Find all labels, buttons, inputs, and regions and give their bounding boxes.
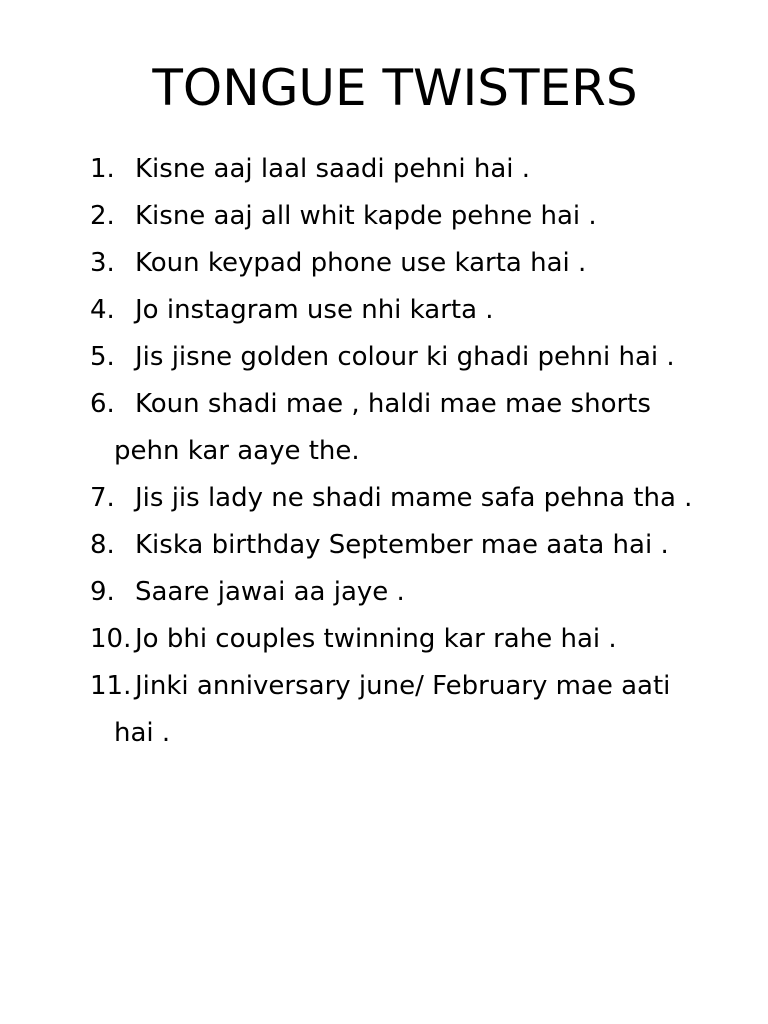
list-item	[90, 663, 750, 757]
list-item-text: Koun shadi mae , haldi mae mae shorts	[135, 389, 651, 419]
page-title: TONGUE TWISTERS	[152, 59, 638, 117]
tongue-twister-list	[90, 146, 750, 757]
list-item-text: Jis jis lady ne shadi mame safa pehna tha .	[135, 483, 693, 513]
list-item-number: 4.	[90, 295, 115, 325]
list-item-text: Koun keypad phone use karta hai .	[135, 248, 587, 278]
list-item	[90, 240, 750, 287]
list-item-number: 10.	[90, 624, 132, 654]
list-item-text: Kiska birthday September mae aata hai .	[135, 530, 669, 560]
list-item-text-continuation: hai .	[114, 718, 171, 748]
list-item-number: 1.	[90, 154, 115, 184]
list-item	[90, 475, 750, 522]
list-item-number: 7.	[90, 483, 115, 513]
list-item	[90, 146, 750, 193]
list-item	[90, 287, 750, 334]
list-item-number: 2.	[90, 201, 115, 231]
list-item	[90, 381, 750, 475]
list-item-text-continuation: pehn kar aaye the.	[114, 436, 360, 466]
list-item	[90, 334, 750, 381]
list-item-text: Jis jisne golden colour ki ghadi pehni hai .	[135, 342, 675, 372]
list-item-text: Jo instagram use nhi karta .	[135, 295, 494, 325]
list-item-number: 8.	[90, 530, 115, 560]
list-item	[90, 616, 750, 663]
list-item-number: 5.	[90, 342, 115, 372]
list-item	[90, 193, 750, 240]
list-item-text: Jinki anniversary june/ February mae aati	[135, 671, 671, 701]
list-item	[90, 522, 750, 569]
list-item	[90, 569, 750, 616]
list-item-number: 11.	[90, 671, 132, 701]
list-item-text: Kisne aaj laal saadi pehni hai .	[135, 154, 531, 184]
list-item-number: 6.	[90, 389, 115, 419]
list-item-text: Jo bhi couples twinning kar rahe hai .	[135, 624, 617, 654]
list-item-text: Kisne aaj all whit kapde pehne hai .	[135, 201, 597, 231]
list-item-text: Saare jawai aa jaye .	[135, 577, 405, 607]
list-item-number: 9.	[90, 577, 115, 607]
list-item-number: 3.	[90, 248, 115, 278]
